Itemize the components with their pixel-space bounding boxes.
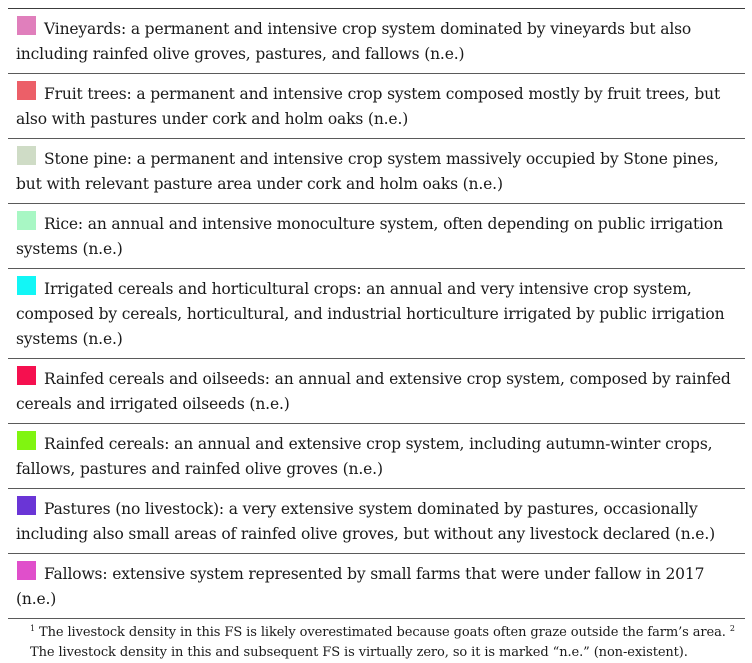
irrigated-cereals-color-swatch	[17, 276, 36, 295]
vineyards-color-swatch	[17, 16, 36, 35]
legend-row-text: Irrigated cereals and horticultural crops: an annual and very intensive crop system, composed by cereals, horticultural, and industrial horticulture irrigated by public irrigation systems (n.e.)	[16, 280, 725, 348]
legend-row-vineyards	[8, 9, 745, 74]
legend-row-stone-pine	[8, 139, 745, 204]
legend-row-text: Rice: an annual and intensive monoculture system, often depending on public irrigation systems (n.e.)	[16, 215, 723, 258]
legend-table	[8, 8, 745, 663]
fallows-color-swatch	[17, 561, 36, 580]
legend-row-text: Rainfed cereals and oilseeds: an annual and extensive crop system, composed by rainfed cereals and irrigated oilseeds (n.e.)	[16, 370, 731, 413]
legend-row-rainfed-cereals-oilseeds	[8, 359, 745, 424]
legend-row-rice	[8, 204, 745, 269]
table-footnote	[8, 619, 745, 663]
rainfed-cereals-oilseeds-color-swatch	[17, 366, 36, 385]
footnote-marker-2: 2	[729, 624, 735, 633]
rice-color-swatch	[17, 211, 36, 230]
legend-row-fruit-trees	[8, 74, 745, 139]
pastures-color-swatch	[17, 496, 36, 515]
footnote-text-1: The livestock density in this FS is likely overestimated because goats often graze outside the farm’s area.	[35, 625, 730, 640]
legend-row-text: Fruit trees: a permanent and intensive crop system composed mostly by fruit trees, but also with pastures under cork and holm oaks (n.e.)	[16, 85, 721, 128]
legend-row-pastures	[8, 489, 745, 554]
legend-row-text: Vineyards: a permanent and intensive crop system dominated by vineyards but also including rainfed olive groves, pastures, and fallows (n.e.)	[16, 20, 692, 63]
legend-row-text: Fallows: extensive system represented by small farms that were under fallow in 2017 (n.e.)	[16, 565, 705, 608]
footnote-marker-1: 1	[30, 624, 35, 633]
rainfed-cereals-color-swatch	[17, 431, 36, 450]
legend-row-irrigated-cereals	[8, 269, 745, 359]
legend-row-text: Pastures (no livestock): a very extensive system dominated by pastures, occasionally including also small areas of rainfed olive groves, but without any livestock declared (n.e.)	[16, 500, 716, 543]
legend-row-rainfed-cereals	[8, 424, 745, 489]
stone-pine-color-swatch	[17, 146, 36, 165]
legend-row-text: Rainfed cereals: an annual and extensive crop system, including autumn-winter crops, fallows, pastures and rainfed olive groves (n.e.)	[16, 435, 713, 478]
legend-row-fallows	[8, 554, 745, 619]
fruit-trees-color-swatch	[17, 81, 36, 100]
legend-row-text: Stone pine: a permanent and intensive crop system massively occupied by Stone pines, but with relevant pasture area under cork and holm oaks (n.e.)	[16, 150, 719, 193]
footnote-text-2: The livestock density in this and subsequent FS is virtually zero, so it is marked “n.e.” (non-existent).	[30, 645, 688, 660]
